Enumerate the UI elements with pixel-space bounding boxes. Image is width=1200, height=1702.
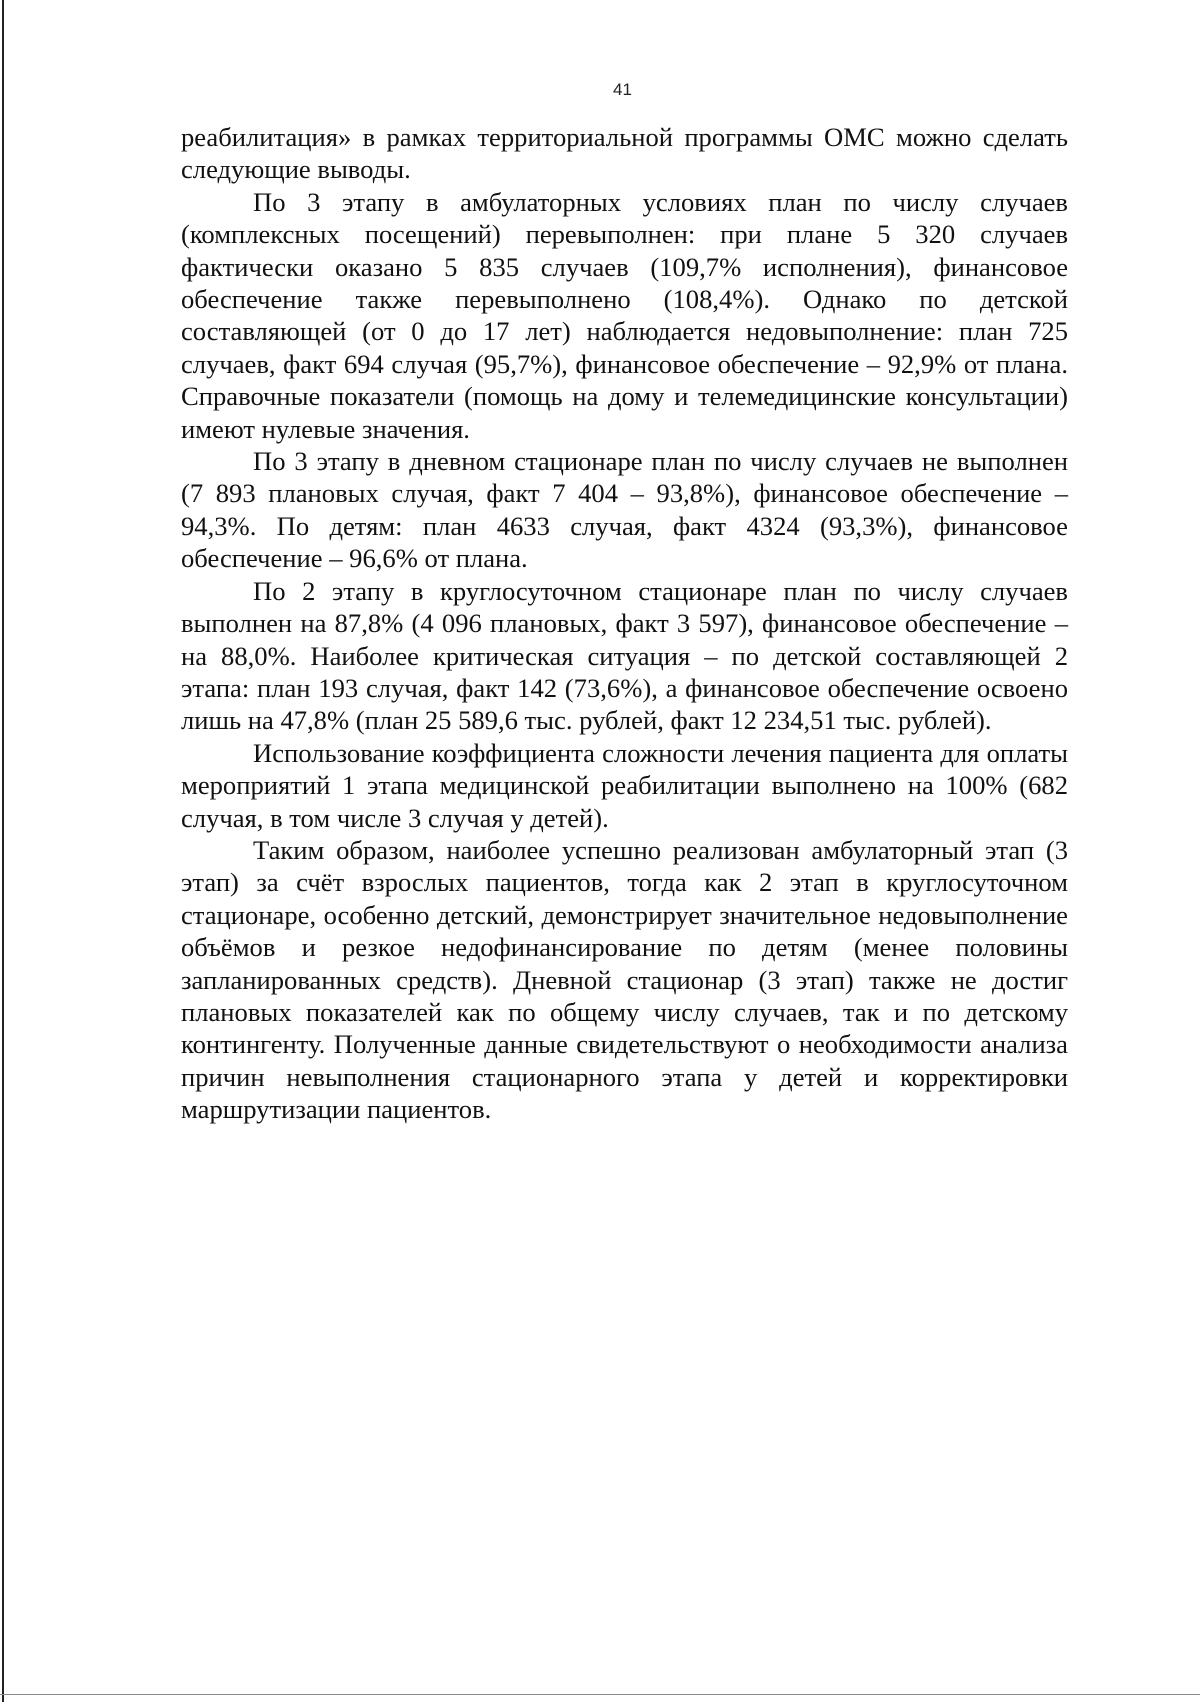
page-number: 41	[613, 80, 632, 99]
paragraph-stage2-inpatient: По 2 этапу в круглосуточном стационаре план по числу случаев выполнен на 87,8% (4 096 плановых, факт 3 597), финансовое обеспечение – на 88,0%. Наиболее критическая ситуация – по детской составляющей 2 этапа: план 193 случая, факт 142 (73,6%), а финансовое обеспечение освоено лишь на 47,8% (план 25 589,6 тыс. рублей, факт 12 234,51 тыс. рублей).	[181, 575, 1068, 736]
paragraph-stage3-outpatient: По 3 этапу в амбулаторных условиях план по числу случаев (комплексных посещений) перевыполнен: при плане 5 320 случаев фактически оказано 5 835 случаев (109,7% исполнения), финансовое обеспечение также перевыполнено (108,4%). Однако по детской составляющей (от 0 до 17 лет) наблюдается недовыполнение: план 725 случаев, факт 694 случая (95,7%), финансовое обеспечение – 92,9% от плана. Справочные показатели (помощь на дому и телемедицинские консультации) имеют нулевые значения.	[181, 186, 1068, 444]
paragraph-stage1-coefficient: Использование коэффициента сложности лечения пациента для оплаты мероприятий 1 этапа медицинской реабилитации выполнено на 100% (682 случая, в том числе 3 случая у детей).	[181, 737, 1068, 833]
paragraph-stage3-day-hospital: По 3 этапу в дневном стационаре план по числу случаев не выполнен (7 893 плановых случая, факт 7 404 – 93,8%), финансовое обеспечение – 94,3%. По детям: план 4633 случая, факт 4324 (93,3%), финансовое обеспечение – 96,6% от плана.	[181, 446, 1068, 574]
paragraph-summary: Таким образом, наиболее успешно реализован амбулаторный этап (3 этап) за счёт взрослых пациентов, тогда как 2 этап в круглосуточном стационаре, особенно детский, демонстрирует значительное недовыполнение объёмов и резкое недофинансирование по детям (менее половины запланированных средств). Дневной стационар (3 этап) также не достиг плановых показателей как по общему числу случаев, так и по детскому контингенту. Полученные данные свидетельствуют о необходимости анализа причин невыполнения стационарного этапа у детей и корректировки маршрутизации пациентов.	[181, 834, 1068, 1125]
scan-left-edge	[2, 0, 4, 1702]
paragraph-conclusion-intro: реабилитация» в рамках территориальной программы ОМС можно сделать следующие выводы.	[181, 122, 1068, 185]
scan-bottom-edge	[0, 1694, 1200, 1695]
document-body	[181, 121, 1068, 1126]
